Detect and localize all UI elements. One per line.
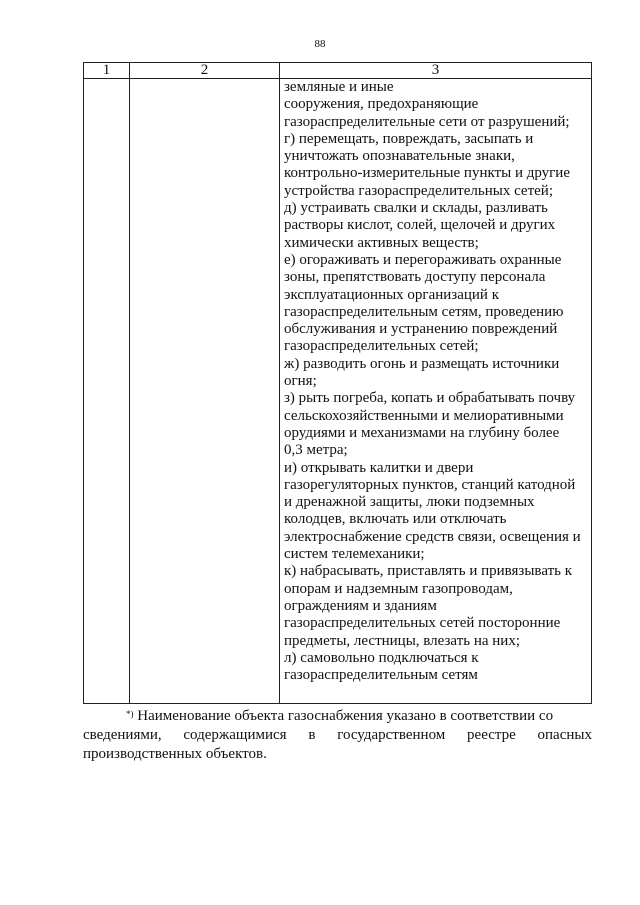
footnote-line-1: [100, 707, 592, 726]
text-line: зоны, препятствовать доступу персонала: [284, 269, 546, 286]
footnote-line-2: [83, 726, 592, 745]
text-line: газораспределительных сетей;: [284, 338, 479, 355]
column-header-2: 2: [130, 63, 280, 79]
restrictions-table: [83, 62, 592, 704]
footnote-word: опасных: [537, 727, 592, 743]
footnote-word: содержащимися: [183, 727, 287, 743]
text-line: газорегуляторных пунктов, станций катодной: [284, 476, 576, 493]
text-line: и дренажной защиты, люки подземных: [284, 494, 535, 511]
text-line: обслуживания и устранению повреждений: [284, 321, 558, 338]
table-cell-col2: [130, 79, 280, 704]
table-row: [84, 79, 592, 704]
footnote-marker: *): [126, 709, 134, 719]
restrictions-text: [280, 79, 591, 684]
text-line: опорам и надземным газопроводам,: [284, 580, 513, 597]
text-line: предметы, лестницы, влезать на них;: [284, 632, 521, 649]
text-line: г) перемещать, повреждать, засыпать и: [284, 130, 534, 147]
text-line: химически активных веществ;: [284, 234, 479, 251]
text-line: устройства газораспределительных сетей;: [284, 182, 553, 199]
text-line: сооружения, предохраняющие: [284, 96, 479, 113]
text-line: земляные и иные: [284, 79, 394, 95]
footnote-word: реестре: [467, 727, 516, 743]
text-line: газораспределительные сети от разрушений;: [284, 113, 570, 130]
text-line: е) огораживать и перегораживать охранные: [284, 251, 562, 268]
footnote-word: в: [308, 727, 316, 743]
text-line: ж) разводить огонь и размещать источники: [284, 355, 560, 372]
footnote-word: государственном: [337, 727, 446, 743]
text-line: электроснабжение средств связи, освещения и: [284, 528, 581, 545]
text-line: газораспределительных сетей посторонние: [284, 615, 561, 632]
text-line: л) самовольно подключаться к: [284, 649, 479, 666]
table-header-row: [84, 63, 592, 79]
text-line: орудиями и механизмами на глубину более: [284, 424, 560, 441]
text-line: газораспределительным сетям, проведению: [284, 303, 564, 320]
text-line: к) набрасывать, приставлять и привязывать к: [284, 563, 573, 580]
text-line: газораспределительным сетям: [284, 667, 478, 684]
text-line: эксплуатационных организаций к: [284, 286, 499, 303]
text-line: огня;: [284, 373, 317, 390]
text-line: 0,3 метра;: [284, 442, 348, 459]
table-cell-col3: [280, 79, 592, 704]
table-cell-col1: [84, 79, 130, 704]
footnote-text-1: Наименование объекта газоснабжения указано в соответствии со: [137, 708, 554, 724]
column-header-1: 1: [84, 63, 130, 79]
footnote: [83, 707, 592, 764]
page-number: 88: [314, 38, 326, 50]
column-header-3: 3: [280, 63, 592, 79]
text-line: систем телемеханики;: [284, 546, 425, 563]
text-line: ограждениям и зданиям: [284, 597, 437, 614]
footnote-line-3: производственных объектов.: [83, 746, 267, 762]
text-line: и) открывать калитки и двери: [284, 459, 474, 476]
text-line: контрольно-измерительные пункты и другие: [284, 165, 570, 182]
footnote-word: сведениями,: [83, 727, 162, 743]
text-line: сельскохозяйственными и мелиоративными: [284, 407, 564, 424]
text-line: д) устраивать свалки и склады, разливать: [284, 200, 548, 217]
text-line: растворы кислот, солей, щелочей и других: [284, 217, 556, 234]
text-line: колодцев, включать или отключать: [284, 511, 507, 528]
text-line: уничтожать опознавательные знаки,: [284, 148, 515, 165]
text-line: з) рыть погреба, копать и обрабатывать почву: [284, 390, 576, 407]
